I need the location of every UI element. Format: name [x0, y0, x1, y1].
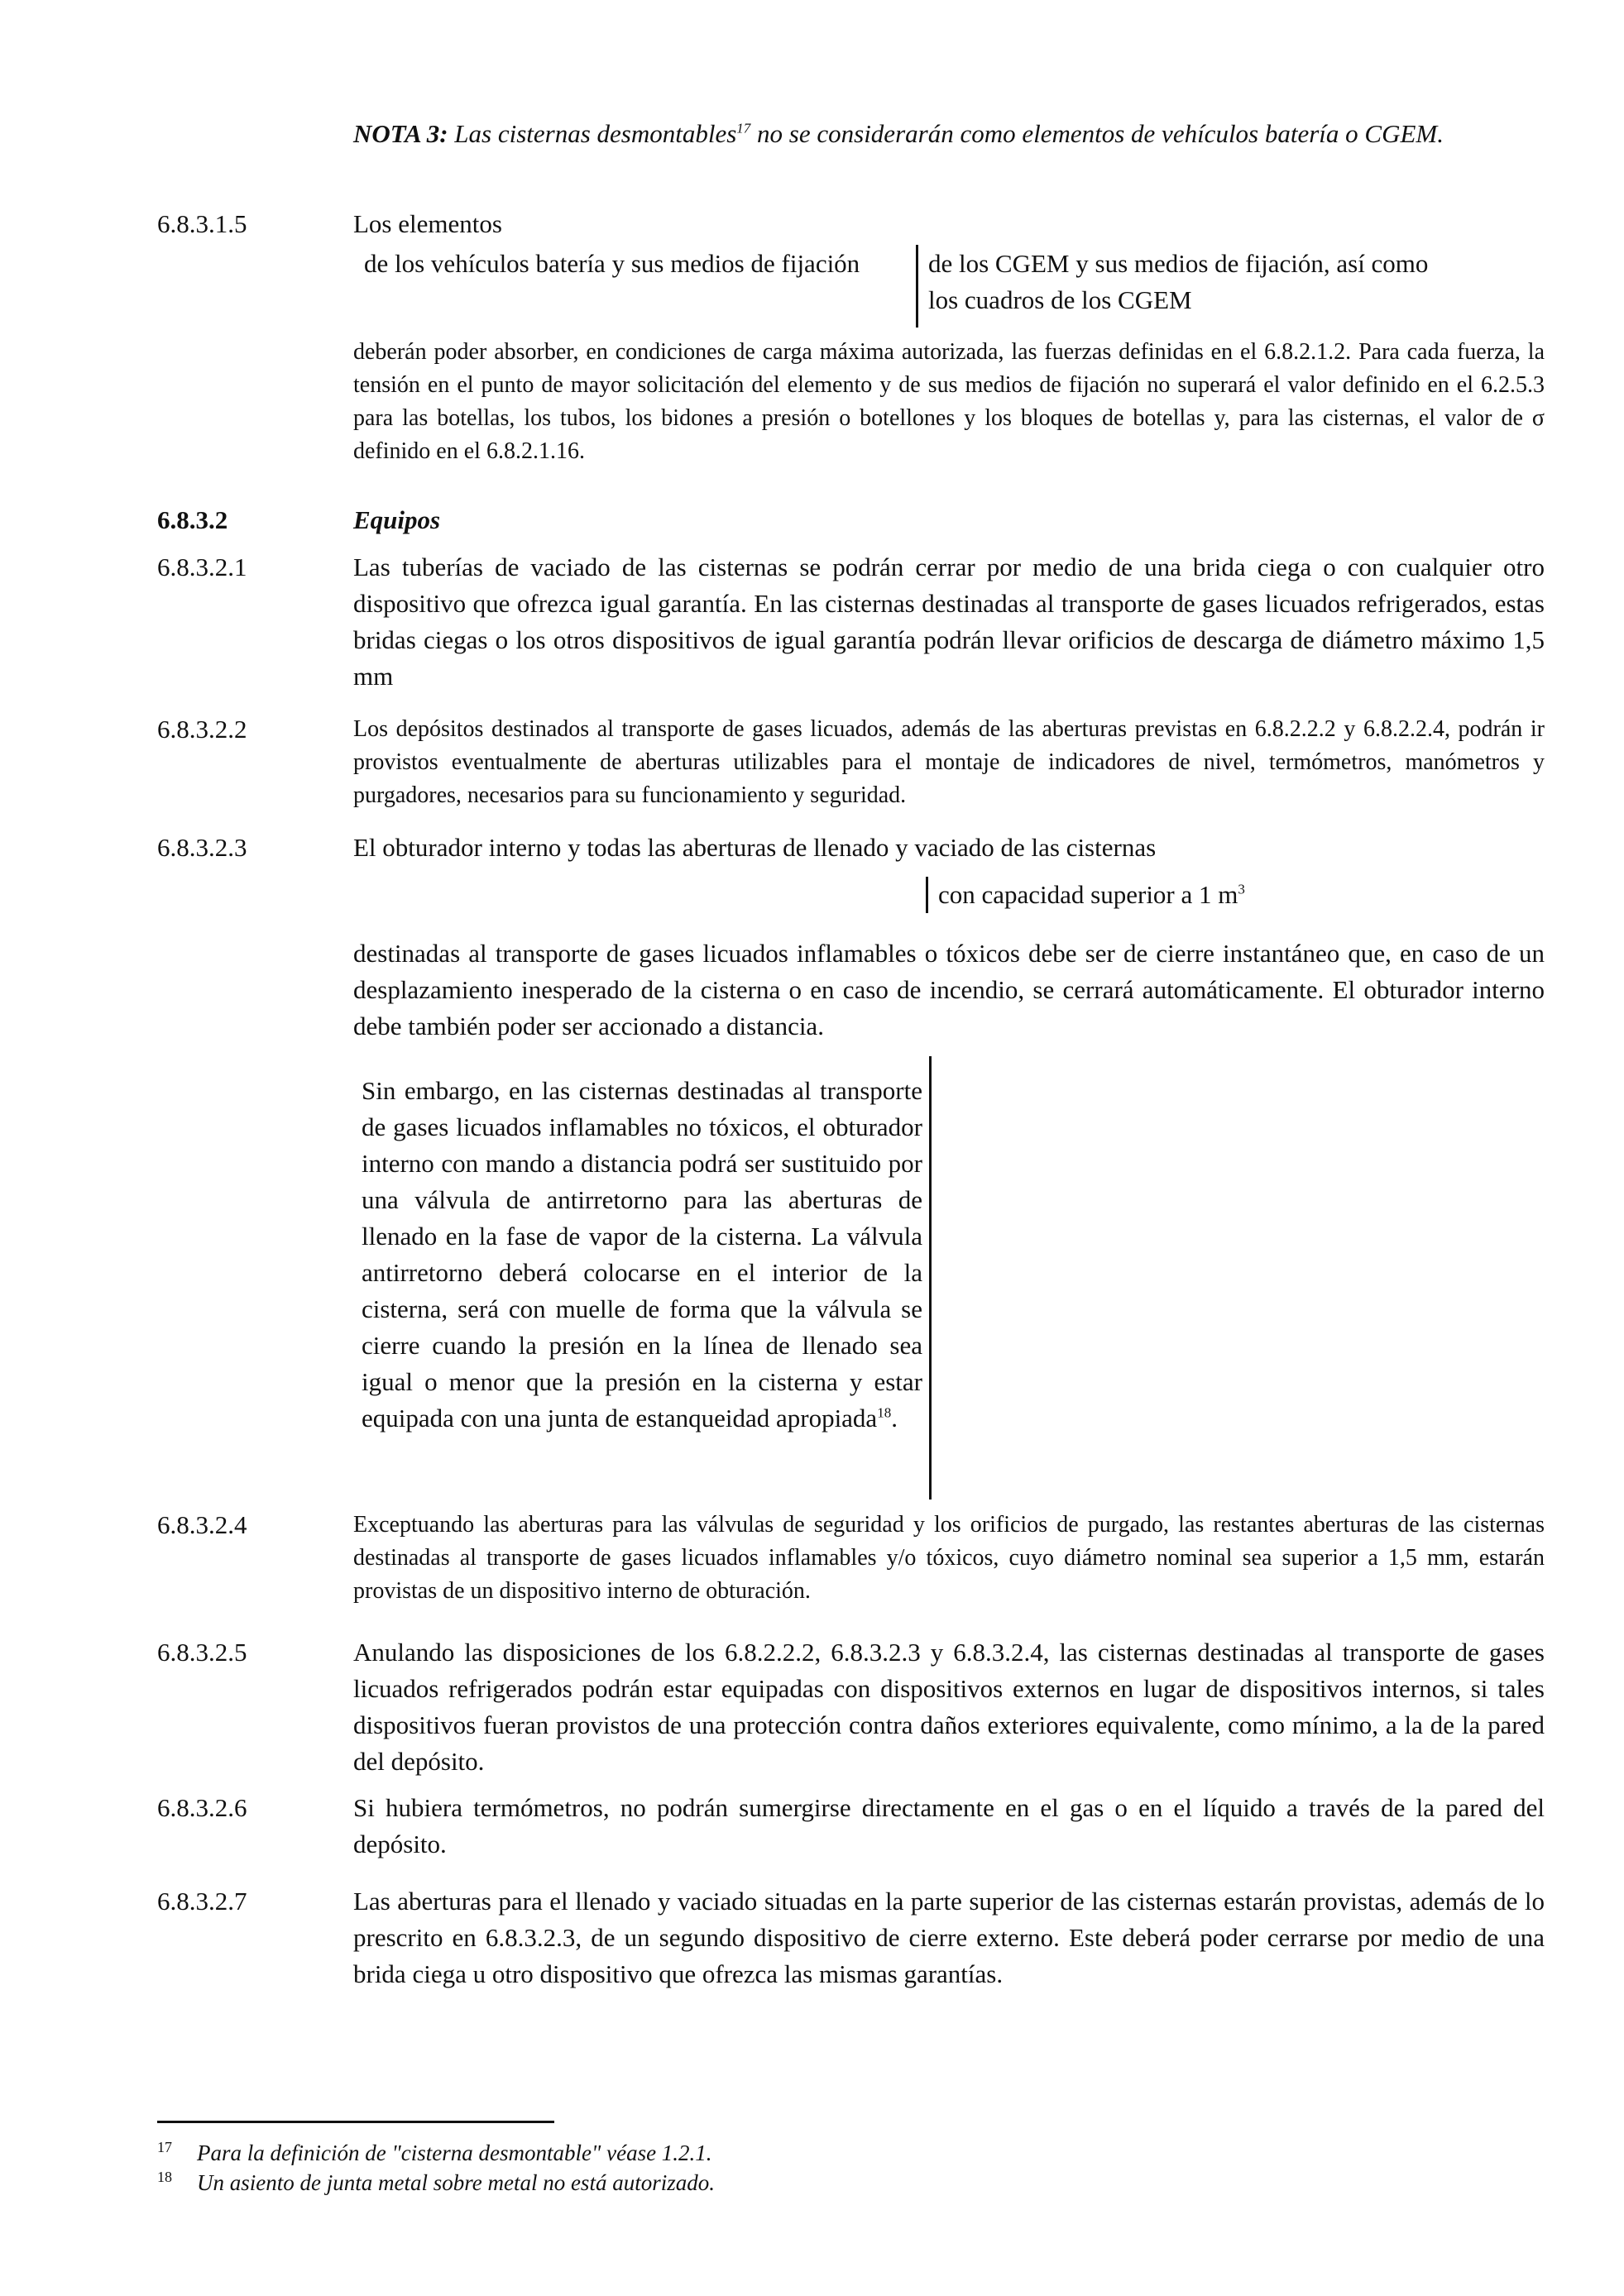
footnote-rule — [157, 2121, 554, 2123]
section-6-8-3-2-4-text: Exceptuando las aberturas para las válvulas de seguridad y los orificios de purgado, las restantes aberturas de las cisternas destinadas al transporte de gases licuados inflamables y/o tóxicos, cuyo diámetro nominal sea superior a 1,5 mm, estarán provistas de un dispositivo interno de obturación. — [353, 1512, 1545, 1604]
section-6-8-3-2-3-text: destinadas al transporte de gases licuados inflamables o tóxicos debe ser de cierre instantáneo que, en caso de un desplazamiento inesperado de la cisterna o en caso de incendio, se cerrará automáticamente. El obturador interno debe también poder ser accionado a distancia. — [353, 939, 1545, 1040]
note-3-text-end: no se considerarán como elementos de vehículos batería o CGEM. — [750, 119, 1444, 148]
cubic-superscript: 3 — [1238, 881, 1245, 897]
section-6-8-3-2-2-text: Los depósitos destinados al transporte de gases licuados, además de las aberturas previstas en 6.8.2.2.2 y 6.8.2.2.4, podrán ir provistos eventualmente de aberturas utilizables para el montaje de indicadores de nivel, termómetros, manómetros y purgadores, necesarios para su funcionamiento y seguridad. — [353, 716, 1545, 808]
sin-embargo-text: Sin embargo, en las cisternas destinadas al transporte de gases licuados inflamables no tóxicos, el obturador interno con mando a distancia podrá ser sustituido por una válvula de antirretorno para las aberturas de llenado en la fase de vapor de la cisterna. La válvula antirretorno deberá colocarse en el interior de la cisterna, será con muelle de forma que la válvula se cierre cuando la presión en la línea de llenado sea igual o menor que la presión en la cisterna y estar equipada con una junta de estanqueidad apropiada — [362, 1076, 922, 1433]
section-number-6-8-3-2-1: 6.8.3.2.1 — [157, 552, 247, 581]
section-number-6-8-3-2-3: 6.8.3.2.3 — [157, 833, 247, 862]
section-6-8-3-2-7-text: Las aberturas para el llenado y vaciado situadas en la parte superior de las cisternas estarán provistas, además de lo prescrito en 6.8.3.2.3, de un segundo dispositivo de cierre externo. Este deberá poder cerrarse por medio de una brida ciega u otro dispositivo que ofrezca las mismas garantías. — [353, 1887, 1545, 1988]
section-number-6-8-3-1-5: 6.8.3.1.5 — [157, 209, 247, 238]
section-6-8-3-2-3-intro: El obturador interno y todas las aberturas de llenado y vaciado de las cisternas — [353, 833, 1157, 862]
footnote-17: 17 Para la definición de "cisterna desmontable" véase 1.2.1. — [157, 2139, 712, 2165]
section-6-8-3-2-5-text: Anulando las disposiciones de los 6.8.2.2.2, 6.8.3.2.3 y 6.8.3.2.4, las cisternas destinadas al transporte de gases licuados refrigerados podrán estar equipadas con dispositivos externos en lugar de dispositivos internos, si tales dispositivos fueran provistos de una protección contra daños exteriores equivalente, como mínimo, a la de la pared del depósito. — [353, 1638, 1545, 1776]
note-3-label: NOTA 3: — [353, 119, 448, 148]
column-right-capacidad — [938, 877, 1435, 913]
note-3-text: Las cisternas desmontables — [448, 119, 737, 148]
footnote-text: Un asiento de junta metal sobre metal no está autorizado. — [197, 2170, 715, 2195]
column-right-cgem: de los CGEM y sus medios de fijación, así como los cuadros de los CGEM — [928, 249, 1429, 314]
footnote-18: 18 Un asiento de junta metal sobre metal no está autorizado. — [157, 2169, 715, 2195]
section-6-8-3-2-6-text: Si hubiera termómetros, no podrán sumergirse directamente en el gas o en el líquido a través de la pared del depósito. — [353, 1793, 1545, 1858]
section-number-6-8-3-2-5: 6.8.3.2.5 — [157, 1638, 247, 1667]
section-6-8-3-1-5-intro: Los elementos — [353, 209, 502, 238]
section-number-6-8-3-2-7: 6.8.3.2.7 — [157, 1887, 247, 1916]
section-number-6-8-3-2: 6.8.3.2 — [157, 505, 228, 534]
note-3 — [353, 116, 1545, 152]
section-6-8-3-2-1-text: Las tuberías de vaciado de las cisternas se podrán cerrar por medio de una brida ciega o con cualquier otro dispositivo que ofrezca igual garantía. En las cisternas destinadas al transporte de gases licuados refrigerados, estas bridas ciegas o los otros dispositivos de igual garantía podrán llevar orificios de descarga de diámetro máximo 1,5 mm — [353, 552, 1545, 691]
column-left-sin-embargo: Sin embargo, en las cisternas destinadas al transporte de gases licuados inflamables no tóxicos, el obturador interno con mando a distancia podrá ser sustituido por una válvula de antirretorno para las aberturas de llenado en la fase de vapor de la cisterna. La válvula antirretorno deberá colocarse en el interior de la cisterna, será con muelle de forma que la válvula se cierre cuando la presión en la línea de llenado sea igual o menor que la presión en la cisterna y estar equipada con una junta de estanqueidad apropiada$^{18}$. — [362, 1076, 922, 1433]
column-left-vehiculos: de los vehículos batería y sus medios de fijación — [364, 249, 860, 278]
section-number-6-8-3-2-2: 6.8.3.2.2 — [157, 715, 247, 744]
column-divider — [926, 877, 928, 913]
footnote-ref-17[interactable]: 17 — [736, 120, 751, 136]
column-divider — [916, 245, 918, 328]
section-title-equipos: Equipos — [353, 505, 441, 534]
column-divider — [929, 1056, 932, 1500]
footnote-ref-18[interactable]: 18 — [877, 1404, 892, 1421]
section-number-6-8-3-2-6: 6.8.3.2.6 — [157, 1793, 247, 1822]
footnote-text: Para la definición de "cisterna desmontable" véase 1.2.1. — [197, 2141, 712, 2165]
section-number-6-8-3-2-4: 6.8.3.2.4 — [157, 1510, 247, 1539]
capacity-text: con capacidad superior a 1 m — [938, 880, 1238, 909]
section-6-8-3-1-5-text: deberán poder absorber, en condiciones de carga máxima autorizada, las fuerzas definidas en el 6.8.2.1.2. Para cada fuerza, la tensión en el punto de mayor solicitación del elemento y de sus medios de fijación no superará el valor definido en el 6.2.5.3 para las botellas, los tubos, los bidones a presión o botellones y los bloques de botellas y, para las cisternas, el valor de σ definido en el 6.8.2.1.16. — [353, 339, 1545, 464]
